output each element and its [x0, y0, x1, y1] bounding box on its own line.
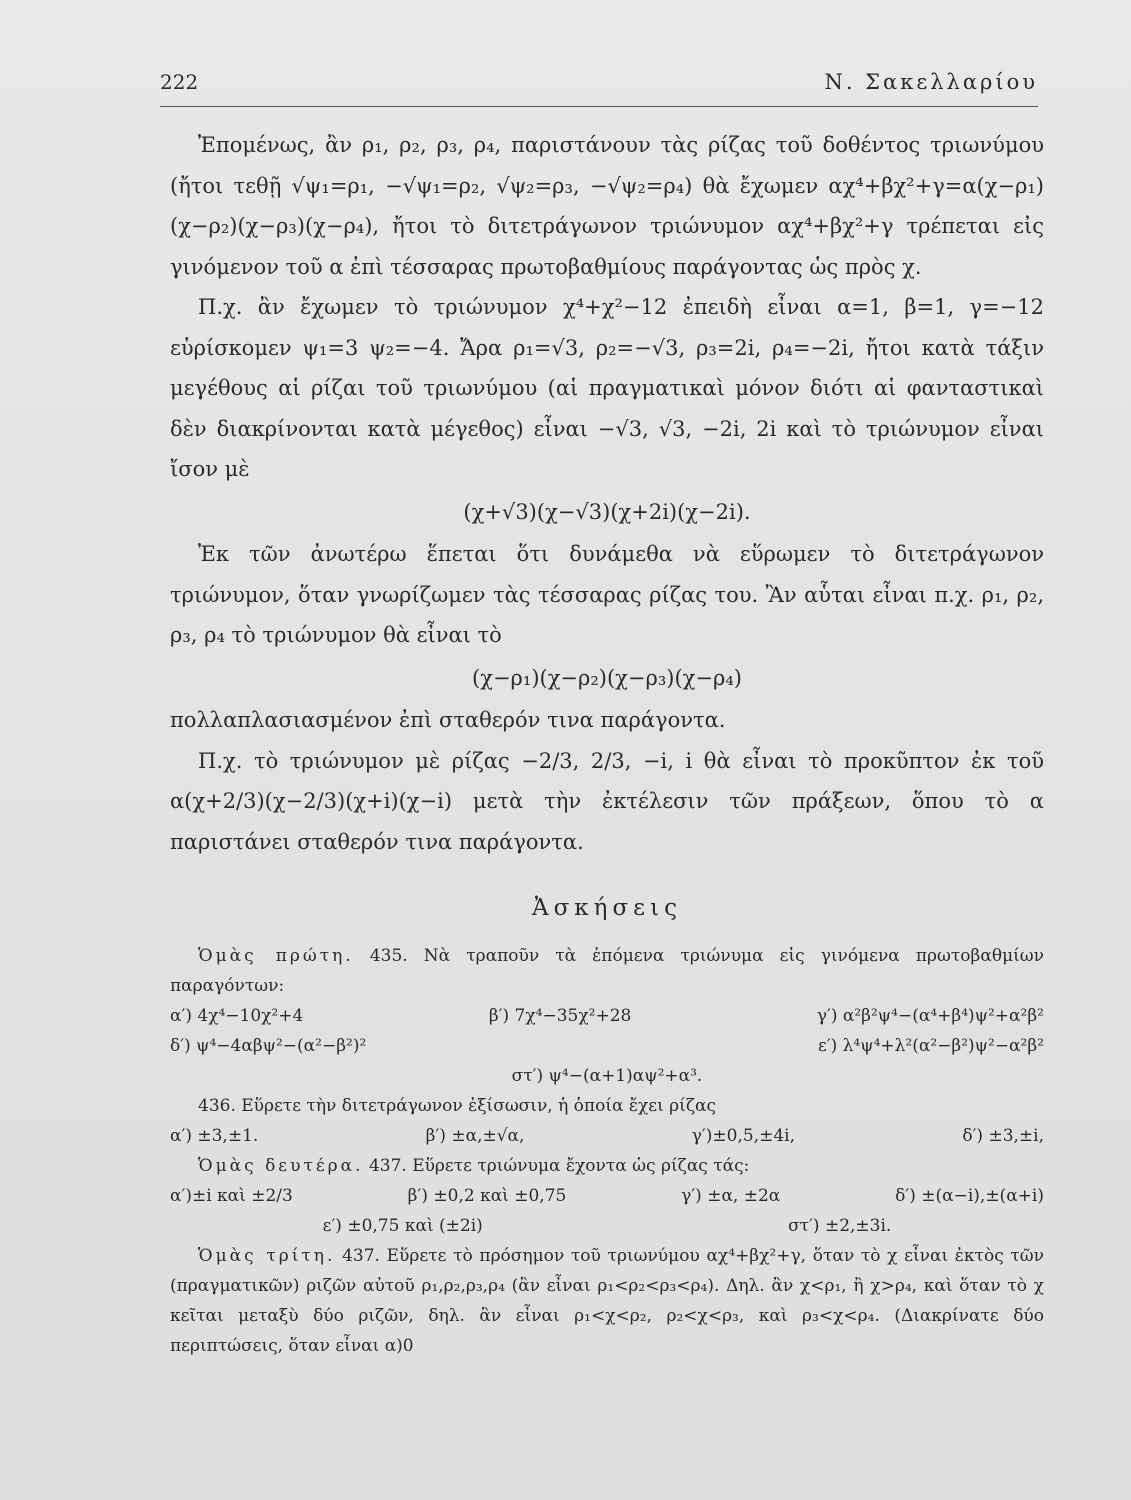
group-label: Ὁμὰς δευτέρα.: [198, 1155, 364, 1176]
exercise-item: στ′) ±2,±3i.: [788, 1215, 892, 1236]
group-label: Ὁμὰς τρίτη.: [198, 1245, 336, 1266]
exercise-item: β′) ±0,2 καὶ ±0,75: [407, 1185, 567, 1206]
exercise-item: στ′) ψ⁴−(α+1)αψ²+α³.: [511, 1065, 703, 1086]
paragraph-construction: Ἐκ τῶν ἀνωτέρω ἕπεται ὅτι δυνάμεθα νὰ εὕρωμεν τὸ διτετράγωνον τριώνυμον, ὅταν γνωρίζωμεν τὰς τέσσαρας ρίζας του. Ἂν αὗται εἶναι π.χ. ρ₁, ρ₂, ρ₃, ρ₄ τὸ τριώνυμον θὰ εἶναι τὸ: [170, 542, 1044, 647]
exercise-row: [170, 1181, 1044, 1211]
exercise-item: δ′) ±3,±i,: [962, 1125, 1044, 1146]
paragraph-example: Π.χ. ἂν ἔχωμεν τὸ τριώνυμον χ⁴+χ²−12 ἐπειδὴ εἶναι α=1, β=1, γ=−12 εὑρίσκομεν ψ₁=3 ψ₂=−4. Ἄρα ρ₁=√3, ρ₂=−√3, ρ₃=2i, ρ₄=−2i, ἤτοι κατὰ τάξιν μεγέθους αἱ ρίζαι τοῦ τριωνύμου (αἱ πραγματικαὶ μόνον διότι αἱ φανταστικαὶ δὲν διακρίνονται κατὰ μέγεθος) εἶναι −√3, √3, −2i, 2i καὶ τὸ τριώνυμον εἶναι ἴσον μὲ: [170, 295, 1044, 481]
equation-factorization: (χ+√3)(χ−√3)(χ+2i)(χ−2i).: [463, 499, 751, 524]
exercise-item: β′) ±α,±√α,: [425, 1125, 525, 1146]
exercise-text: 435. Νὰ τραποῦν τὰ ἑπόμενα τριώνυμα εἰς γινόμενα πρωτοβαθμίων παραγόντων:: [170, 945, 1044, 996]
exercise-row: [170, 1211, 1044, 1241]
exercise-item: δ′) ±(α−i),±(α+i): [895, 1185, 1044, 1206]
exercise-row: [170, 1001, 1044, 1031]
page-header: [160, 70, 1038, 107]
page-number: 222: [160, 70, 199, 94]
exercise-item: ε′) ±0,75 καὶ (±2i): [322, 1215, 483, 1236]
exercise-item: ε′) λ⁴ψ⁴+λ²(α²−β²)ψ²−α²β²: [817, 1035, 1044, 1056]
exercise-row: [170, 1061, 1044, 1091]
exercise-437-sign: [170, 1241, 1044, 1361]
exercises: [170, 941, 1044, 1361]
exercise-item: γ′)±0,5,±4i,: [691, 1125, 795, 1146]
section-title: Ἀσκήσεις: [532, 895, 682, 921]
exercise-row: [170, 1121, 1044, 1151]
paragraph-roots: Ἐπομένως, ἂν ρ₁, ρ₂, ρ₃, ρ₄, παριστάνουν τὰς ρίζας τοῦ δοθέντος τριωνύμου (ἤτοι τεθῇ √ψ₁=ρ₁, −√ψ₁=ρ₂, √ψ₂=ρ₃, −√ψ₂=ρ₄) θὰ ἔχωμεν αχ⁴+βχ²+γ=α(χ−ρ₁)(χ−ρ₂)(χ−ρ₃)(χ−ρ₄), ἤτοι τὸ διτετράγωνον τριώνυμον αχ⁴+βχ²+γ τρέπεται εἰς γινόμενον τοῦ α ἐπὶ τέσσαρας πρωτοβαθμίους παράγοντας ὡς πρὸς χ.: [170, 133, 1044, 279]
exercise-text: 437. Εὕρετε τὸ πρόσημον τοῦ τριωνύμου αχ⁴+βχ²+γ, ὅταν τὸ χ εἶναι ἐκτὸς τῶν (πραγματικῶν) ριζῶν αὐτοῦ ρ₁,ρ₂,ρ₃,ρ₄ (ἂν εἶναι ρ₁<ρ₂<ρ₃<ρ₄). Δηλ. ἂν χ<ρ₁, ἢ χ>ρ₄, καὶ ὅταν τὸ χ κεῖται μεταξὺ δύο ριζῶν, δηλ. ἂν εἶναι ρ₁<χ<ρ₂, ρ₂<χ<ρ₃, καὶ ρ₃<χ<ρ₄. (Διακρίνατε δύο περιπτώσεις, ὅταν εἶναι α)0: [170, 1245, 1044, 1356]
group-label: Ὁμὰς πρώτη.: [198, 945, 354, 966]
exercise-item: β′) 7χ⁴−35χ²+28: [488, 1005, 632, 1026]
page-body: [170, 125, 1044, 1361]
exercise-item: γ′) α²β²ψ⁴−(α⁴+β⁴)ψ²+α²β²: [816, 1005, 1044, 1026]
paragraph-example-2: Π.χ. τὸ τριώνυμον μὲ ρίζας −2/3, 2/3, −i, i θὰ εἶναι τὸ προκῦπτον ἐκ τοῦ α(χ+2/3)(χ−2/3)(χ+i)(χ−i) μετὰ τὴν ἐκτέλεσιν τῶν πράξεων, ὅπου τὸ α παριστάνει σταθερόν τινα παράγοντα.: [170, 748, 1044, 854]
exercise-item: γ′) ±α, ±2α: [681, 1185, 781, 1206]
exercise-item: δ′) ψ⁴−4αβψ²−(α²−β²)²: [170, 1035, 367, 1056]
exercise-436: 436. Εὕρετε τὴν διτετράγωνον ἐξίσωσιν, ἡ ὁποία ἔχει ρίζας: [198, 1095, 717, 1116]
paragraph-constant: πολλαπλασιασμένον ἐπὶ σταθερόν τινα παράγοντα.: [170, 708, 726, 732]
exercise-item: α′) 4χ⁴−10χ²+4: [170, 1005, 304, 1026]
equation-product: (χ−ρ₁)(χ−ρ₂)(χ−ρ₃)(χ−ρ₄): [472, 665, 742, 690]
exercise-row: [170, 1031, 1044, 1061]
exercise-item: α′)±i καὶ ±2/3: [170, 1185, 293, 1206]
exercise-435: [170, 941, 1044, 1001]
exercise-text: 437. Εὕρετε τριώνυμα ἔχοντα ὡς ρίζας τάς:: [368, 1155, 750, 1176]
exercise-437: [170, 1151, 1044, 1181]
exercise-item: α′) ±3,±1.: [170, 1125, 259, 1146]
running-head-author: Ν. Σακελλαρίου: [824, 70, 1038, 94]
